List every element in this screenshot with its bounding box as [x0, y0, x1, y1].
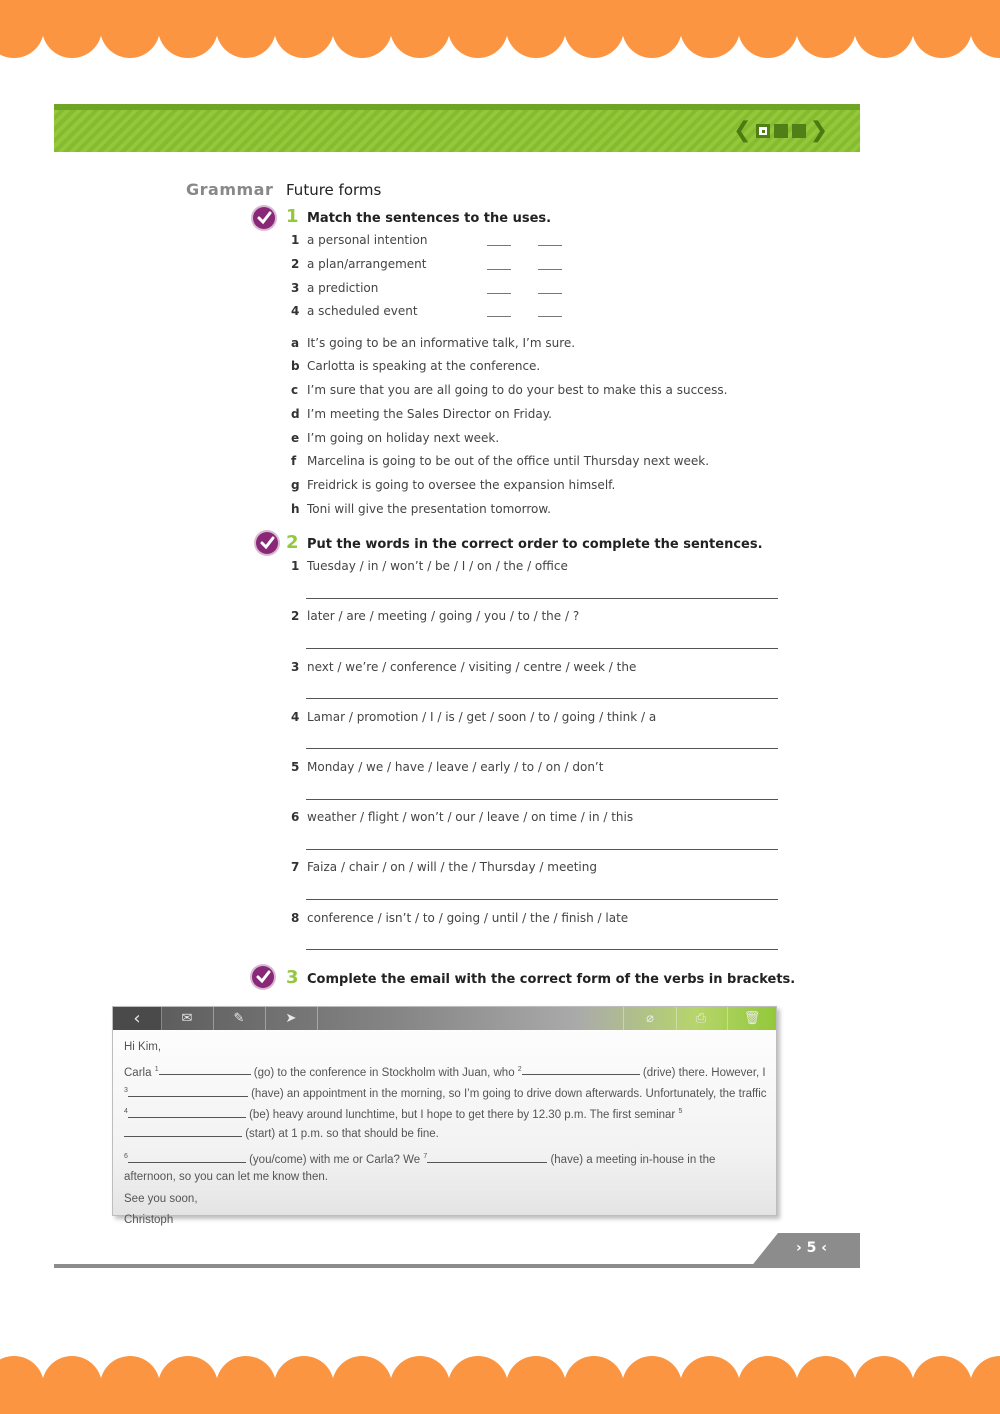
scallop-shape	[564, 1356, 624, 1414]
ordering-item: 6 weather / flight / won’t / our / leave / on time / in / this	[291, 810, 634, 824]
email-toolbar	[113, 1007, 776, 1030]
sentence-item: c I’m sure that you are all going to do your best to make this a success.	[291, 383, 728, 397]
answer-line[interactable]	[306, 648, 778, 649]
scallop-shape	[448, 1356, 508, 1414]
gap-field[interactable]	[128, 1150, 246, 1163]
gap-field[interactable]	[159, 1062, 251, 1075]
scallop-shape	[854, 0, 914, 58]
section-title: Future forms	[286, 181, 382, 199]
gap-field[interactable]	[128, 1084, 248, 1097]
ordering-item: 1 Tuesday / in / won’t / be / I / on / the / office	[291, 559, 568, 573]
scallop-shape	[680, 1356, 740, 1414]
scallop-shape	[158, 1356, 218, 1414]
email-body	[124, 1039, 769, 1230]
ordering-item: 7 Faiza / chair / on / will / the / Thursday / meeting	[291, 860, 597, 874]
scallop-shape	[42, 1356, 102, 1414]
scallop-shape	[216, 1356, 276, 1414]
exercise-title: Put the words in the correct order to complete the sentences.	[307, 537, 763, 552]
scallop-shape	[738, 0, 798, 58]
print-icon[interactable]: ⎙	[675, 1007, 728, 1030]
scallop-shape	[564, 0, 624, 58]
back-icon[interactable]: ‹	[113, 1007, 162, 1030]
answer-blank[interactable]	[538, 245, 562, 246]
nav-square[interactable]	[792, 124, 806, 138]
sentence-item: f Marcelina is going to be out of the office until Thursday next week.	[291, 454, 710, 468]
ordering-item: 5 Monday / we / have / leave / early / to / on / don’t	[291, 760, 604, 774]
footer-line	[54, 1264, 860, 1268]
exercise-number: 1	[286, 206, 299, 227]
scallop-shape	[622, 0, 682, 58]
answer-blank[interactable]	[538, 269, 562, 270]
ordering-item: 4 Lamar / promotion / I / is / get / soon / to / going / think / a	[291, 710, 657, 724]
scallop-shape	[912, 0, 972, 58]
email-window	[112, 1006, 777, 1227]
scallop-shape	[332, 0, 392, 58]
edit-icon[interactable]: ✎	[213, 1007, 266, 1030]
nav-square-active[interactable]	[756, 124, 770, 138]
checkmark-icon	[252, 966, 274, 988]
answer-blank[interactable]	[487, 316, 511, 317]
sentence-item: b Carlotta is speaking at the conference.	[291, 359, 541, 373]
answer-line[interactable]	[306, 748, 778, 749]
scallop-shape	[448, 0, 508, 58]
scallop-shape	[274, 1356, 334, 1414]
sentence-item: e I’m going on holiday next week.	[291, 431, 500, 445]
scallop-shape	[390, 1356, 450, 1414]
email-signature: Christoph	[124, 1214, 174, 1227]
answer-line[interactable]	[306, 849, 778, 850]
use-item: 3 a prediction	[291, 281, 379, 295]
attach-icon[interactable]: ⌀	[623, 1007, 677, 1030]
answer-blank[interactable]	[487, 269, 511, 270]
scallop-shape	[158, 0, 218, 58]
scallop-shape	[854, 1356, 914, 1414]
checkmark-icon	[256, 532, 278, 554]
page-navigation	[733, 120, 828, 142]
email-closing: See you soon,	[124, 1192, 198, 1205]
checkmark-icon	[253, 207, 275, 229]
scallop-shape	[796, 0, 856, 58]
scallop-shape	[216, 0, 276, 58]
trash-icon[interactable]: 🗑	[743, 1011, 761, 1026]
scallop-shape	[274, 0, 334, 58]
scallop-shape	[390, 0, 450, 58]
sentence-item: d I’m meeting the Sales Director on Friday.	[291, 407, 552, 421]
page-number: › 5 ‹	[796, 1240, 828, 1256]
sentence-item: h Toni will give the presentation tomorrow.	[291, 502, 551, 516]
scallop-shape	[100, 1356, 160, 1414]
sentence-item: a It’s going to be an informative talk, I’m sure.	[291, 336, 576, 350]
answer-blank[interactable]	[538, 293, 562, 294]
mail-icon[interactable]: ✉	[161, 1007, 214, 1030]
use-item: 4 a scheduled event	[291, 304, 418, 318]
answer-line[interactable]	[306, 598, 778, 599]
email-paragraph: Carla $^1$ (go) to the conference in Stockholm with Juan, who $^2$ (drive) there. However, I $^3$ (have) an appointment in the morning, so I’m going to drive down afterwards. Unfortunately, the traffic $^4$ (be) heavy around lunchtime, but I hope to get there by 12.30 p.m. The first seminar $^5$ (start) at 1 p.m. so that should be fine.	[124, 1061, 769, 1144]
gap-field[interactable]	[522, 1062, 640, 1075]
answer-line[interactable]	[306, 698, 778, 699]
scallop-shape	[680, 0, 740, 58]
email-greeting: Hi Kim,	[124, 1041, 162, 1053]
exercise-number: 2	[286, 532, 299, 553]
exercise-title: Match the sentences to the uses.	[307, 211, 552, 226]
exercise-title: Complete the email with the correct form of the verbs in brackets.	[307, 972, 796, 987]
header-banner	[54, 104, 860, 152]
use-item: 2 a plan/arrangement	[291, 257, 427, 271]
scallop-shape	[42, 0, 102, 58]
scallop-shape	[738, 1356, 798, 1414]
chevron-left-icon[interactable]: ❮	[733, 118, 752, 143]
scallop-shape	[912, 1356, 972, 1414]
gap-field[interactable]	[128, 1105, 246, 1118]
answer-blank[interactable]	[487, 245, 511, 246]
sentence-item: g Freidrick is going to oversee the expansion himself.	[291, 478, 616, 492]
section-label: Grammar	[186, 180, 274, 199]
bottom-scalloped-border	[0, 1354, 1000, 1414]
ordering-item: 8 conference / isn’t / to / going / until / the / finish / late	[291, 911, 629, 925]
gap-field[interactable]	[427, 1150, 547, 1163]
ordering-item: 3 next / we’re / conference / visiting / centre / week / the	[291, 660, 637, 674]
answer-line[interactable]	[306, 899, 778, 900]
scallop-shape	[332, 1356, 392, 1414]
answer-line[interactable]	[306, 949, 778, 950]
answer-line[interactable]	[306, 799, 778, 800]
send-icon[interactable]: ➤	[265, 1007, 318, 1030]
scallop-shape	[506, 1356, 566, 1414]
answer-blank[interactable]	[487, 293, 511, 294]
scallop-shape	[506, 0, 566, 58]
exercise-number: 3	[286, 967, 299, 988]
gap-field[interactable]	[124, 1124, 242, 1137]
use-item: 1 a personal intention	[291, 233, 428, 247]
ordering-item: 2 later / are / meeting / going / you / to / the / ?	[291, 609, 580, 623]
answer-blank[interactable]	[538, 316, 562, 317]
scallop-shape	[100, 0, 160, 58]
top-scalloped-border	[0, 0, 1000, 60]
email-paragraph: $^6$ (you/come) with me or Carla? We $^7$ (have) a meeting in-house in the afternoon, so you can let me know then.	[124, 1148, 769, 1187]
chevron-right-icon[interactable]: ❯	[809, 118, 828, 143]
scallop-shape	[796, 1356, 856, 1414]
nav-square[interactable]	[774, 124, 788, 138]
scallop-shape	[622, 1356, 682, 1414]
